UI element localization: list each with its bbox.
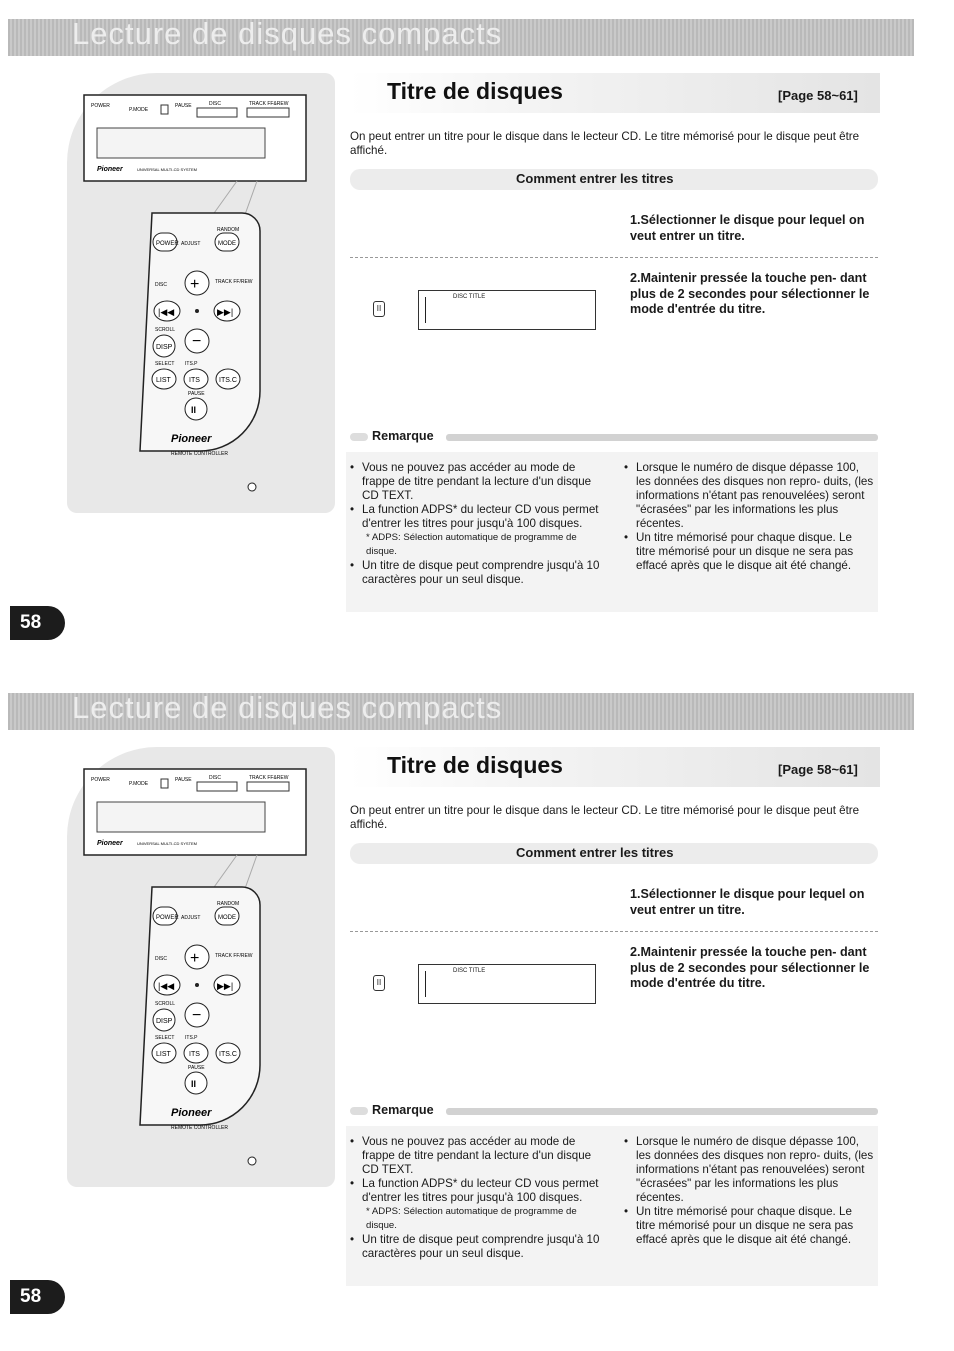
page-copy-1: [0, 0, 954, 675]
svg-text:+: +: [190, 950, 200, 967]
intro-text: On peut entrer un titre pour le disque dans le lecteur CD. Le titre mémorisé pour le disque peut être affiché.: [350, 804, 860, 831]
remote-label-disc: DISC: [155, 282, 167, 288]
remote-power-label: POWER: [156, 915, 179, 921]
intro-text: On peut entrer un titre pour le disque dans le lecteur CD. Le titre mémorisé pour le disque peut être affiché.: [350, 130, 860, 157]
svg-text:|◀◀: |◀◀: [158, 981, 175, 991]
lcd-display: [418, 964, 596, 1004]
notes-left: [348, 461, 603, 587]
section-banner: [8, 16, 914, 56]
note-left-2: • La function ADPS* du lecteur CD vous permet d'entrer les titres pour jusqu'à 100 disques.: [348, 1177, 603, 1205]
remote-disp-label: DISP: [156, 344, 173, 351]
page-copy-2: [0, 674, 954, 1349]
remark-header: [350, 1103, 878, 1118]
remark-pill: [350, 433, 368, 441]
unit-model: UNIVERSAL MULTI-CD SYSTEM: [137, 841, 198, 846]
unit-label-pause: PAUSE: [175, 103, 192, 109]
unit-brand: Pioneer: [97, 166, 123, 173]
device-illustration: [67, 747, 335, 1187]
page-number: 58: [10, 606, 65, 640]
page-heading: Titre de disques: [387, 78, 563, 104]
remote-brand: Pioneer: [171, 433, 212, 445]
pause-button-icon: II: [373, 975, 385, 991]
remark-pill: [350, 1107, 368, 1115]
remote-model: REMOTE CONTROLLER: [171, 1125, 228, 1131]
remote-label-random: RANDOM: [217, 901, 240, 907]
remote-mode-label: MODE: [218, 241, 236, 247]
remote-label-scroll: SCROLL: [155, 1001, 176, 1007]
svg-text:−: −: [192, 333, 202, 350]
unit-label-pmode: P.MODE: [129, 107, 149, 113]
notes-left: [348, 1135, 603, 1261]
section-banner: [8, 690, 914, 730]
svg-text:−: −: [192, 1007, 202, 1024]
svg-text:▶▶|: ▶▶|: [217, 981, 234, 991]
remote-its-label: ITS: [189, 377, 200, 384]
note-left-1: • Vous ne pouvez pas accéder au mode de frappe de titre pendant la lecture d'un disque CD TEXT.: [348, 461, 603, 503]
remote-label-select: SELECT: [155, 1035, 175, 1041]
page-heading: Titre de disques: [387, 752, 563, 778]
lcd-display: [418, 290, 596, 330]
svg-text:II: II: [191, 405, 197, 415]
unit-label-pmode: P.MODE: [129, 781, 149, 787]
remote-mode-label: MODE: [218, 915, 236, 921]
page-reference: [Page 58~61]: [778, 762, 858, 777]
remote-disp-label: DISP: [156, 1018, 173, 1025]
remote-label-scroll: SCROLL: [155, 327, 176, 333]
remote-control-illustration: [67, 73, 335, 513]
remote-adjust-label: ADJUST: [181, 915, 201, 921]
unit-label-power: POWER: [91, 103, 110, 109]
unit-label-disc: DISC: [209, 101, 221, 107]
remark-label: Remarque: [372, 429, 434, 443]
remote-label-track: TRACK FF/REW: [215, 953, 253, 959]
remote-label-itsp: ITS.P: [185, 1035, 198, 1041]
note-right-1: • Lorsque le numéro de disque dépasse 100, les données des disques non repro- duits, (les informations n'étant pas renouvelées) seront "écrasées" par les informations les plus récentes.: [622, 1135, 874, 1205]
note-right-2: • Un titre mémorisé pour chaque disque. Le titre mémorisé pour un disque ne sera pas effacé après que le disque ait été changé.: [622, 531, 874, 573]
lcd-cursor: [425, 297, 446, 323]
unit-label-power: POWER: [91, 777, 110, 783]
remote-label-select: SELECT: [155, 361, 175, 367]
subheading: Comment entrer les titres: [516, 171, 674, 186]
section-title: Lecture de disques compacts: [72, 16, 503, 51]
svg-text:+: +: [190, 276, 200, 293]
footnote: * ADPS: Sélection automatique de programme de disque.: [366, 532, 577, 557]
remote-label-disc: DISC: [155, 956, 167, 962]
footnote: * ADPS: Sélection automatique de programme de disque.: [366, 1206, 577, 1231]
page-reference: [Page 58~61]: [778, 88, 858, 103]
note-left-1: • Vous ne pouvez pas accéder au mode de frappe de titre pendant la lecture d'un disque CD TEXT.: [348, 1135, 603, 1177]
note-left-3: • Un titre de disque peut comprendre jusqu'à 10 caractères pour un seul disque.: [348, 559, 603, 587]
lcd-cursor: [425, 971, 446, 997]
remark-bar: [446, 434, 878, 441]
note-right-1: • Lorsque le numéro de disque dépasse 100, les données des disques non repro- duits, (les informations n'étant pas renouvelées) seront "écrasées" par les informations les plus récentes.: [622, 461, 874, 531]
remote-its-label: ITS: [189, 1051, 200, 1058]
unit-model: UNIVERSAL MULTI-CD SYSTEM: [137, 167, 198, 172]
remote-adjust-label: ADJUST: [181, 241, 201, 247]
note-left-2: • La function ADPS* du lecteur CD vous permet d'entrer les titres pour jusqu'à 100 disques.: [348, 503, 603, 531]
step-1: 1.Sélectionner le disque pour lequel on veut entrer un titre.: [630, 887, 865, 917]
note-right-2: • Un titre mémorisé pour chaque disque. Le titre mémorisé pour un disque ne sera pas effacé après que le disque ait été changé.: [622, 1205, 874, 1247]
lcd-label: DISC TITLE: [453, 294, 486, 300]
subheading-bar: [350, 169, 878, 190]
subheading-bar: [350, 843, 878, 864]
subheading: Comment entrer les titres: [516, 845, 674, 860]
remote-control-illustration: [67, 747, 335, 1187]
remote-model: REMOTE CONTROLLER: [171, 451, 228, 457]
remote-label-pause: PAUSE: [188, 1065, 205, 1071]
unit-label-disc: DISC: [209, 775, 221, 781]
step-divider: [350, 257, 878, 258]
section-title: Lecture de disques compacts: [72, 690, 503, 725]
unit-label-track: TRACK FF&REW: [249, 775, 289, 781]
remote-label-itsp: ITS.P: [185, 361, 198, 367]
remote-label-random: RANDOM: [217, 227, 240, 233]
remark-bar: [446, 1108, 878, 1115]
step-2: 2.Maintenir pressée la touche pen- dant plus de 2 secondes pour sélectionner le mode d'entrée du titre.: [630, 271, 870, 317]
page-number: 58: [10, 1280, 65, 1314]
step-divider: [350, 931, 878, 932]
remote-label-track: TRACK FF/REW: [215, 279, 253, 285]
notes-right: [622, 1135, 874, 1247]
remark-header: [350, 429, 878, 444]
step-2: 2.Maintenir pressée la touche pen- dant plus de 2 secondes pour sélectionner le mode d'entrée du titre.: [630, 945, 870, 991]
remote-list-label: LIST: [156, 1051, 171, 1058]
step-1: 1.Sélectionner le disque pour lequel on veut entrer un titre.: [630, 213, 865, 243]
remote-list-label: LIST: [156, 377, 171, 384]
remote-itsc-label: ITS.C: [219, 377, 237, 384]
note-left-3: • Un titre de disque peut comprendre jusqu'à 10 caractères pour un seul disque.: [348, 1233, 603, 1261]
lcd-label: DISC TITLE: [453, 968, 486, 974]
remote-label-pause: PAUSE: [188, 391, 205, 397]
pause-button-icon: II: [373, 301, 385, 317]
svg-text:|◀◀: |◀◀: [158, 307, 175, 317]
remote-brand: Pioneer: [171, 1107, 212, 1119]
svg-text:▶▶|: ▶▶|: [217, 307, 234, 317]
unit-brand: Pioneer: [97, 840, 123, 847]
remark-label: Remarque: [372, 1103, 434, 1117]
remote-power-label: POWER: [156, 241, 179, 247]
unit-label-track: TRACK FF&REW: [249, 101, 289, 107]
svg-text:II: II: [191, 1079, 197, 1089]
device-illustration: [67, 73, 335, 513]
remote-itsc-label: ITS.C: [219, 1051, 237, 1058]
notes-right: [622, 461, 874, 573]
unit-label-pause: PAUSE: [175, 777, 192, 783]
